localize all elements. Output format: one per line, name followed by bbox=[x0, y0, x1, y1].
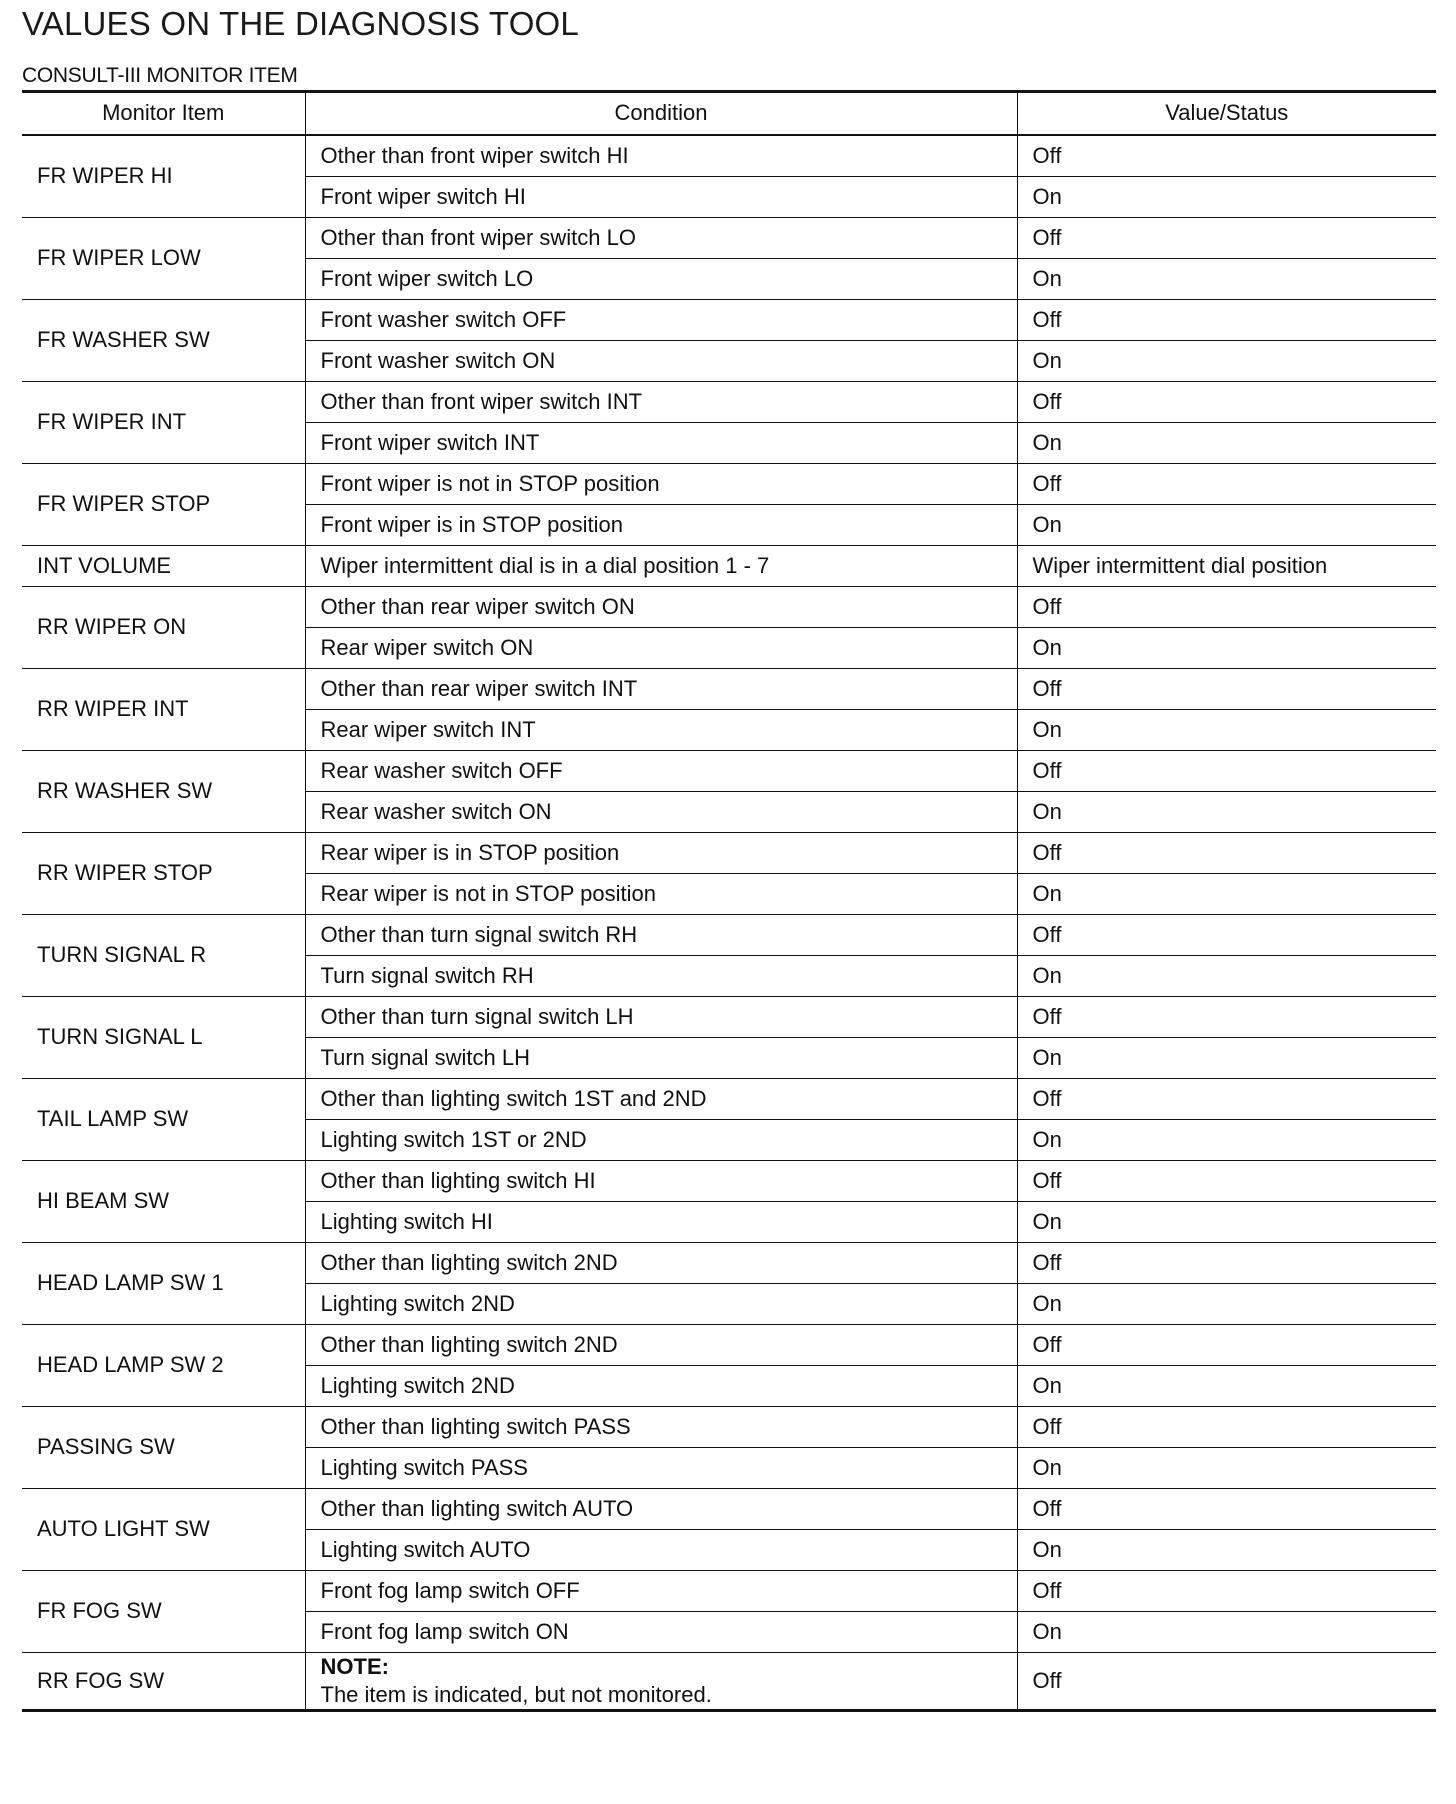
table-row bbox=[22, 668, 1436, 709]
value-status-cell: Off bbox=[1017, 299, 1436, 340]
condition-cell: Front washer switch ON bbox=[305, 340, 1017, 381]
condition-cell: Other than front wiper switch LO bbox=[305, 217, 1017, 258]
table-row bbox=[22, 1406, 1436, 1447]
table-row bbox=[22, 217, 1436, 258]
condition-cell: Front washer switch OFF bbox=[305, 299, 1017, 340]
value-status-cell: Off bbox=[1017, 1078, 1436, 1119]
value-status-cell: On bbox=[1017, 504, 1436, 545]
condition-cell: Lighting switch 1ST or 2ND bbox=[305, 1119, 1017, 1160]
value-status-cell: Off bbox=[1017, 381, 1436, 422]
note-text: The item is indicated, but not monitored. bbox=[320, 1681, 712, 1707]
monitor-item-cell: RR WIPER INT bbox=[22, 668, 305, 750]
condition-cell: Lighting switch HI bbox=[305, 1201, 1017, 1242]
table-row bbox=[22, 914, 1436, 955]
condition-cell: Other than turn signal switch LH bbox=[305, 996, 1017, 1037]
monitor-item-cell: TURN SIGNAL R bbox=[22, 914, 305, 996]
column-header-value-status: Value/Status bbox=[1017, 92, 1436, 135]
value-status-cell: Off bbox=[1017, 135, 1436, 177]
document-page bbox=[22, 0, 1436, 1712]
condition-cell: Rear wiper switch INT bbox=[305, 709, 1017, 750]
condition-cell: Front wiper switch LO bbox=[305, 258, 1017, 299]
monitor-item-cell: RR WIPER STOP bbox=[22, 832, 305, 914]
table-row bbox=[22, 1488, 1436, 1529]
condition-cell: Turn signal switch LH bbox=[305, 1037, 1017, 1078]
note-label: NOTE: bbox=[320, 1653, 389, 1679]
value-status-cell: On bbox=[1017, 340, 1436, 381]
table-header-row bbox=[22, 92, 1436, 135]
table-body bbox=[22, 135, 1436, 1711]
monitor-item-cell: RR FOG SW bbox=[22, 1652, 305, 1710]
value-status-cell: On bbox=[1017, 1529, 1436, 1570]
value-status-cell: Off bbox=[1017, 1406, 1436, 1447]
monitor-item-cell: AUTO LIGHT SW bbox=[22, 1488, 305, 1570]
condition-cell: Other than lighting switch AUTO bbox=[305, 1488, 1017, 1529]
value-status-cell: On bbox=[1017, 873, 1436, 914]
value-status-cell: Off bbox=[1017, 1324, 1436, 1365]
condition-cell: Other than rear wiper switch INT bbox=[305, 668, 1017, 709]
condition-cell: Other than lighting switch 2ND bbox=[305, 1242, 1017, 1283]
condition-cell: Other than lighting switch HI bbox=[305, 1160, 1017, 1201]
value-status-cell: Off bbox=[1017, 914, 1436, 955]
column-header-condition: Condition bbox=[305, 92, 1017, 135]
monitor-item-cell: FR WASHER SW bbox=[22, 299, 305, 381]
monitor-item-cell: FR WIPER LOW bbox=[22, 217, 305, 299]
value-status-cell: Off bbox=[1017, 832, 1436, 873]
condition-cell: Front fog lamp switch OFF bbox=[305, 1570, 1017, 1611]
value-status-cell: On bbox=[1017, 1365, 1436, 1406]
condition-cell: Rear wiper is in STOP position bbox=[305, 832, 1017, 873]
value-status-cell: On bbox=[1017, 176, 1436, 217]
table-row bbox=[22, 750, 1436, 791]
monitor-item-cell: FR WIPER INT bbox=[22, 381, 305, 463]
monitor-item-cell: RR WASHER SW bbox=[22, 750, 305, 832]
condition-cell: Rear washer switch OFF bbox=[305, 750, 1017, 791]
condition-cell: Turn signal switch RH bbox=[305, 955, 1017, 996]
condition-cell: Other than turn signal switch RH bbox=[305, 914, 1017, 955]
condition-cell: Rear wiper switch ON bbox=[305, 627, 1017, 668]
value-status-cell: Off bbox=[1017, 463, 1436, 504]
value-status-cell: On bbox=[1017, 709, 1436, 750]
value-status-cell: On bbox=[1017, 1119, 1436, 1160]
table-row bbox=[22, 381, 1436, 422]
value-status-cell: Off bbox=[1017, 1160, 1436, 1201]
monitor-item-cell: HEAD LAMP SW 1 bbox=[22, 1242, 305, 1324]
table-row bbox=[22, 1324, 1436, 1365]
monitor-item-cell: HI BEAM SW bbox=[22, 1160, 305, 1242]
value-status-cell: Off bbox=[1017, 217, 1436, 258]
value-status-cell: Off bbox=[1017, 1488, 1436, 1529]
table-row bbox=[22, 1652, 1436, 1710]
condition-cell: Other than lighting switch 1ST and 2ND bbox=[305, 1078, 1017, 1119]
condition-cell: Rear washer switch ON bbox=[305, 791, 1017, 832]
value-status-cell: On bbox=[1017, 258, 1436, 299]
value-status-cell: On bbox=[1017, 1447, 1436, 1488]
monitor-item-cell: TAIL LAMP SW bbox=[22, 1078, 305, 1160]
table-row bbox=[22, 1242, 1436, 1283]
condition-cell: Rear wiper is not in STOP position bbox=[305, 873, 1017, 914]
condition-cell: Front wiper switch HI bbox=[305, 176, 1017, 217]
page-title: VALUES ON THE DIAGNOSIS TOOL bbox=[22, 5, 579, 42]
condition-cell: Front wiper switch INT bbox=[305, 422, 1017, 463]
monitor-item-cell: TURN SIGNAL L bbox=[22, 996, 305, 1078]
column-header-monitor-item: Monitor Item bbox=[22, 92, 305, 135]
condition-cell: Front fog lamp switch ON bbox=[305, 1611, 1017, 1652]
table-row bbox=[22, 1160, 1436, 1201]
value-status-cell: On bbox=[1017, 627, 1436, 668]
value-status-cell: On bbox=[1017, 1201, 1436, 1242]
monitor-item-table bbox=[22, 90, 1436, 1712]
condition-cell: Lighting switch AUTO bbox=[305, 1529, 1017, 1570]
value-status-cell: Off bbox=[1017, 1242, 1436, 1283]
condition-cell: Wiper intermittent dial is in a dial position 1 - 7 bbox=[305, 545, 1017, 586]
value-status-cell: On bbox=[1017, 955, 1436, 996]
table-row bbox=[22, 545, 1436, 586]
monitor-item-cell: HEAD LAMP SW 2 bbox=[22, 1324, 305, 1406]
value-status-cell: On bbox=[1017, 422, 1436, 463]
table-row bbox=[22, 1570, 1436, 1611]
value-status-cell: Off bbox=[1017, 1570, 1436, 1611]
condition-cell: Lighting switch 2ND bbox=[305, 1283, 1017, 1324]
table-row bbox=[22, 832, 1436, 873]
monitor-item-cell: FR WIPER HI bbox=[22, 135, 305, 218]
table-row bbox=[22, 586, 1436, 627]
section-subtitle: CONSULT-III MONITOR ITEM bbox=[22, 64, 298, 87]
table-row bbox=[22, 299, 1436, 340]
value-status-cell: On bbox=[1017, 1611, 1436, 1652]
value-status-cell: On bbox=[1017, 791, 1436, 832]
condition-cell: Other than lighting switch PASS bbox=[305, 1406, 1017, 1447]
monitor-item-cell: RR WIPER ON bbox=[22, 586, 305, 668]
monitor-item-cell: FR WIPER STOP bbox=[22, 463, 305, 545]
value-status-cell: Off bbox=[1017, 668, 1436, 709]
value-status-cell: Wiper intermittent dial position bbox=[1017, 545, 1436, 586]
value-status-cell: Off bbox=[1017, 996, 1436, 1037]
condition-cell: Other than lighting switch 2ND bbox=[305, 1324, 1017, 1365]
condition-cell: Front wiper is not in STOP position bbox=[305, 463, 1017, 504]
condition-cell: Front wiper is in STOP position bbox=[305, 504, 1017, 545]
value-status-cell: Off bbox=[1017, 586, 1436, 627]
value-status-cell: On bbox=[1017, 1283, 1436, 1324]
condition-cell: Lighting switch 2ND bbox=[305, 1365, 1017, 1406]
value-status-cell: On bbox=[1017, 1037, 1436, 1078]
note-cell bbox=[305, 1652, 1017, 1710]
condition-cell: Other than front wiper switch HI bbox=[305, 135, 1017, 177]
value-status-cell: Off bbox=[1017, 750, 1436, 791]
condition-cell: Other than rear wiper switch ON bbox=[305, 586, 1017, 627]
table-row bbox=[22, 1078, 1436, 1119]
condition-cell: Other than front wiper switch INT bbox=[305, 381, 1017, 422]
value-status-cell: Off bbox=[1017, 1652, 1436, 1710]
table-row bbox=[22, 135, 1436, 177]
monitor-item-cell: INT VOLUME bbox=[22, 545, 305, 586]
condition-cell: Lighting switch PASS bbox=[305, 1447, 1017, 1488]
monitor-item-cell: FR FOG SW bbox=[22, 1570, 305, 1652]
table-row bbox=[22, 463, 1436, 504]
table-row bbox=[22, 996, 1436, 1037]
monitor-item-cell: PASSING SW bbox=[22, 1406, 305, 1488]
